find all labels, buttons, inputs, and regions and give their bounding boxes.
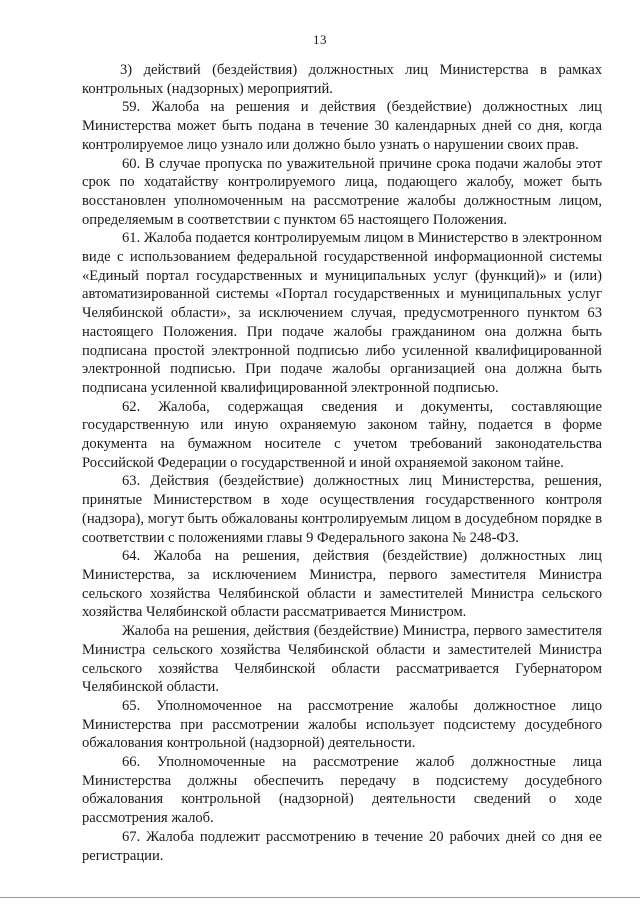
paragraph-61: 61. Жалоба подается контролируемым лицом в Министерство в электронном виде с использованием федеральной государственной информационной системы «Единый портал государственных и муниципальных услуг (функций)» и (или) автоматизированной системы «Портал государственных и муниципальных услуг Челябинской области», за исключением случая, предусмотренного пунктом 63 настоящего Положения. При подаче жалобы гражданином она должна быть подписана простой электронной подписью либо усиленной квалифицированной электронной подписью. При подаче жалобы организацией она должна быть подписана усиленной квалифицированной электронной подписью. [82, 230, 602, 396]
paragraph-64-continued: Жалоба на решения, действия (бездействие) Министра, первого заместителя Министра сельского хозяйства Челябинской области и заместителей Министра сельского хозяйства Челябинской области рассматривается Губернатором Челябинской области. [82, 623, 602, 696]
document-body [82, 61, 602, 865]
paragraph-66: 66. Уполномоченные на рассмотрение жалоб должностные лица Министерства должны обеспечить передачу в подсистему досудебного обжалования контрольной (надзорной) деятельности сведений о ходе рассмотрения жалоб. [82, 754, 602, 827]
paragraph-63: 63. Действия (бездействие) должностных лиц Министерства, решения, принятые Министерством в ходе осуществления государственного контроля (надзора), могут быть обжалованы контролируемым лицом в досудебном порядке в соответствии с положениями главы 9 Федерального закона № 248-ФЗ. [82, 473, 603, 546]
paragraph-64: 64. Жалоба на решения, действия (бездействие) должностных лиц Министерства, за исключением Министра, первого заместителя Министра сельского хозяйства Челябинской области и заместителей Министра сельского хозяйства Челябинской области рассматривается Министром. [82, 548, 602, 621]
paragraph-60: 60. В случае пропуска по уважительной причине срока подачи жалобы этот срок по ходатайству контролируемого лица, подающего жалобу, может быть восстановлен уполномоченным на рассмотрение жалобы должностным лицом, определяемым в соответствии с пунктом 65 настоящего Положения. [82, 155, 602, 228]
paragraph-62: 62. Жалоба, содержащая сведения и документы, составляющие государственную или иную охраняемую законом тайну, подается в форме документа на бумажном носителе с учетом требований законодательства Российской Федерации о государственной и иной охраняемой законом тайне. [82, 398, 602, 471]
paragraph-67: 67. Жалоба подлежит рассмотрению в течение 20 рабочих дней со дня ее регистрации. [82, 828, 602, 864]
page-number: 13 [313, 32, 327, 47]
paragraph-59: 59. Жалоба на решения и действия (бездействие) должностных лиц Министерства может быть подана в течение 30 календарных дней со дня, когда контролируемое лицо узнало или должно было узнать о нарушении своих прав. [82, 99, 602, 153]
paragraph-65: 65. Уполномоченное на рассмотрение жалобы должностное лицо Министерства при рассмотрении жалобы использует подсистему досудебного обжалования контрольной (надзорной) деятельности. [82, 697, 602, 752]
scan-edge-line [0, 897, 640, 898]
paragraph-item-3: 3) действий (бездействия) должностных лиц Министерства в рамках контрольных (надзорных) мероприятий. [82, 62, 602, 97]
